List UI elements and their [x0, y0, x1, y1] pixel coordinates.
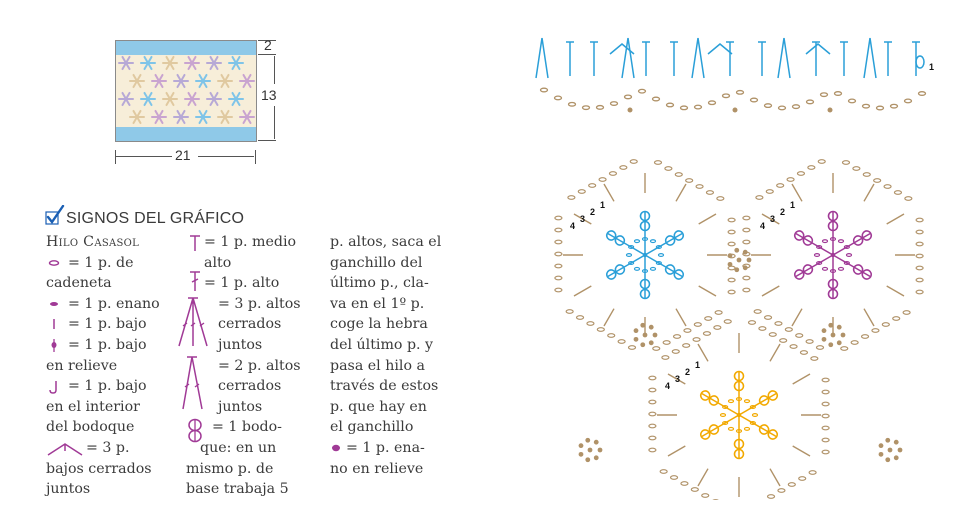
round-number-label: 1: [790, 200, 796, 210]
schematic-width-dimension: 21: [175, 147, 191, 163]
legend-text: coge la hebra: [330, 316, 428, 333]
schematic-height-dimension: 13: [261, 87, 277, 103]
legend-column-2: [186, 232, 326, 500]
legend-text: cadeneta: [46, 275, 112, 292]
legend-text: p. que hay en: [330, 398, 427, 415]
legend-text: = 1 bodo-: [212, 419, 282, 436]
motif: [743, 160, 923, 351]
schematic-pattern: [116, 55, 256, 127]
legend-text: = 3 p.: [86, 439, 130, 456]
slip-stitch-icon: [46, 298, 68, 310]
motif: [649, 320, 829, 500]
round-number-label: 4: [760, 221, 766, 231]
legend-text: base trabaja 5: [186, 481, 289, 498]
schematic-panel: [115, 40, 257, 142]
legend-text: cerrados: [218, 378, 282, 395]
check-icon: [44, 205, 66, 227]
round-number-label: 3: [580, 214, 586, 224]
legend-text: juntos: [218, 398, 263, 415]
legend-text: = 1 p. ena-: [346, 439, 425, 456]
motifs: [555, 160, 923, 500]
legend-text: = 1 p. enano: [68, 295, 160, 312]
legend-text: bajos cerrados: [46, 460, 152, 477]
legend-text: = 3 p. altos: [218, 295, 301, 312]
single-crochet-icon: [46, 318, 68, 330]
round-number-label: 4: [665, 381, 671, 391]
legend-text: el ganchillo: [330, 419, 414, 436]
legend-text: en el interior: [46, 398, 140, 415]
legend-text: cerrados: [218, 316, 282, 333]
legend-column-3: [330, 232, 470, 479]
legend-text: no en relieve: [330, 460, 424, 477]
raised-slip-stitch-icon: [330, 442, 346, 454]
round-number-label: 1: [600, 200, 606, 210]
round-number-label: 4: [570, 221, 576, 231]
legend-text: = 1 p. bajo: [68, 316, 147, 333]
round-number-label: 2: [590, 207, 596, 217]
legend-text: juntos: [218, 336, 263, 353]
round-number-label: 1: [695, 360, 701, 370]
legend-text: ganchillo del: [330, 254, 423, 271]
legend-text: = 1 p. bajo: [68, 378, 147, 395]
legend-text: del último p. y: [330, 336, 434, 353]
schematic-top-dimension: 2: [264, 37, 272, 53]
legend-text: = 1 p. bajo: [68, 336, 147, 353]
legend-text: pasa el hilo a: [330, 357, 425, 374]
schematic-top-band: [116, 41, 256, 55]
legend-text: juntos: [46, 481, 91, 498]
round-number-label: 3: [675, 374, 681, 384]
three-sc-together-icon: [46, 442, 86, 454]
motif: [555, 160, 735, 351]
legend-text: = 1 p. medio: [204, 234, 297, 250]
chain-stitch-icon: [46, 257, 68, 269]
crochet-chart: [530, 30, 976, 500]
legend-text: que: en un: [200, 439, 277, 456]
legend-text: del bodoque: [46, 419, 135, 436]
legend-text: p. altos, saca el: [330, 234, 442, 250]
legend-column-1: [46, 232, 186, 500]
legend-text: último p., cla-: [330, 275, 429, 292]
legend-text: = 2 p. altos: [218, 357, 301, 374]
inner-single-crochet-icon: [46, 380, 68, 392]
legend-text: mismo p. de: [186, 460, 274, 477]
edge-row: [536, 38, 926, 113]
legend-text: = 1 p. de: [68, 254, 134, 271]
legend-title: SIGNOS DEL GRÁFICO: [66, 210, 245, 227]
legend-text: través de estos: [330, 378, 439, 395]
schematic-bottom-band: [116, 127, 256, 141]
legend-text: alto: [204, 254, 232, 271]
legend-text: va en el 1º p.: [330, 295, 425, 312]
round-number-label: 2: [780, 207, 786, 217]
row-number-label: 1: [929, 62, 935, 72]
round-number-label: 3: [770, 214, 776, 224]
round-number-label: 2: [685, 367, 691, 377]
raised-single-crochet-icon: [46, 339, 68, 351]
legend-text: = 1 p. alto: [204, 275, 280, 292]
legend-text: en relieve: [46, 357, 118, 374]
yarn-name: Hilo Casasol: [46, 234, 140, 250]
